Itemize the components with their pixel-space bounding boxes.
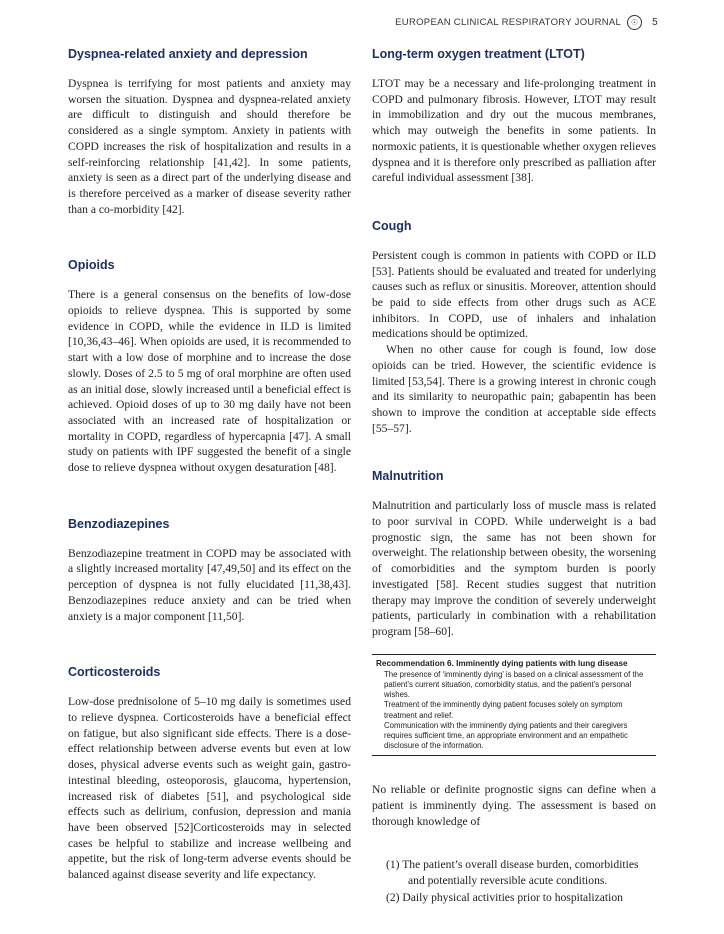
section-benzodiazepines [68, 516, 351, 625]
section-paragraph: LTOT may be a necessary and life-prolonging treatment in COPD and pulmonary fibrosis. However, LTOT may result in immobilization and dry out the mucous membranes, which may outweigh the benefits in some patients. In normoxic patients, it is questionable whether oxygen relieves dyspnea and it is therefore only prescribed as palliation after careful individual assessment [38]. [372, 77, 656, 185]
list-item: (2) Daily physical activities prior to hospitalization [386, 890, 623, 904]
list-item: (1) The patient’s overall disease burden, comorbidities and potentially reversible acute conditions. [386, 858, 639, 888]
section-heading: Corticosteroids [68, 665, 161, 680]
section-heading: Opioids [68, 258, 115, 273]
section-paragraph: Benzodiazepine treatment in COPD may be associated with a slightly increased mortality [47,49,50] and its effect on the perception of dyspnea is not fully elucidated [11,38,43]. Benzodiazepines reduce anxiety and can be tried when anxiety is a major component [11,50]. [68, 546, 351, 623]
section-paragraph: Persistent cough is common in patients with COPD or ILD [53]. Patients should be evaluated and treated for underlying causes such as reflux or sinusitis. Moreover, attention should be paid to side effects from other drugs such as ACE inhibitors. In COPD, use of inhalers and inhalation medications should be optimized. [372, 248, 656, 341]
recommendation-title: Recommendation 6. Imminently dying patients with lung disease [376, 658, 628, 668]
section-paragraph: There is a general consensus on the benefits of low-dose opioids to relieve dyspnea. This is supported by some evidence in COPD, while the evidence in ILD is limited [10,36,43–46]. When opioids are used, it is recommended to start with a low dose of morphine and to increase the dose slowly. Doses of 2.5 to 5 mg of oral morphine are often used as an initial dose, slowly increased until a beneficial effect is achieved. Opioid doses of up to 30 mg daily have not been associated with an increased rate of hospitalization or mortality in COPD, regardless of hypercapnia [47]. A small study on patients with IPF suggested the benefit of a single dose to relieve dyspnea without oxygen desaturation [48]. [68, 288, 351, 475]
section-ltot [372, 46, 656, 186]
recommendation-line: Communication with the imminently dying patients and their caregivers requires sufficient time, an appropriate environment and an empathetic disclosure of the information. [384, 720, 628, 751]
section-anxiety [68, 46, 351, 217]
section-malnutrition [372, 468, 656, 639]
journal-name: EUROPEAN CLINICAL RESPIRATORY JOURNAL [395, 17, 622, 28]
recommendation-box [372, 654, 656, 757]
section-heading: Cough [372, 218, 412, 233]
section-opioids [68, 257, 351, 475]
closing-paragraph: No reliable or definite prognostic signs can define when a patient is imminently dying. The assessment is based on thorough knowledge of [372, 783, 656, 828]
section-paragraph: Low-dose prednisolone of 5–10 mg daily is sometimes used to relieve dyspnea. Corticosteroids have a beneficial effect on fatigue, but also significant side effects. There is a dose-effect relationship between adverse events but even at low doses, physical adverse events such as weight gain, gastro-intestinal bleeding, osteoporosis, glaucoma, hypertension, increased risk of diabetes [51], and psychological side effects such as delirium, confusion, depression and mania have been observed [52]Corticosteroids may in selected cases be helpful to stabilize and increase wellbeing and appetite, but the risk of long-term adverse events should be balanced against disease severity and life expectancy. [68, 695, 351, 882]
journal-logo-icon: ☉ [627, 15, 642, 30]
section-cough [372, 218, 656, 436]
right-column [372, 46, 656, 907]
assessment-list [372, 857, 656, 905]
page-number: 5 [652, 17, 658, 28]
section-corticosteroids [68, 664, 351, 882]
recommendation-line: The presence of ‘imminently dying’ is based on a clinical assessment of the patient’s current situation, comorbidity status, and the patient’s personal wishes. [384, 669, 644, 700]
section-paragraph: Malnutrition and particularly loss of muscle mass is related to poor survival in COPD. While underweight is a bad prognostic sign, the same has not been shown for overweight. The relationship between obesity, the worsening of comorbidities and the symptom burden is poorly investigated [58]. Recent studies suggest that nutrition therapy may improve the condition of severely underweight patients, particularly in combination with a rehabilitation program [58–60]. [372, 499, 656, 638]
section-heading: Dyspnea-related anxiety and depression [68, 47, 308, 61]
section-heading: Benzodiazepines [68, 516, 170, 531]
section-heading: Long-term oxygen treatment (LTOT) [372, 47, 585, 61]
section-paragraph: Dyspnea is terrifying for most patients and anxiety may worsen the situation. Dyspnea and dyspnea-related anxiety are difficult to distinguish and should therefore be considered as a single symptom. Anxiety in patients with COPD increases the risk of hospitalization and results in a self-reinforcing relationship [41,42]. In some patients, anxiety is seen as a direct part of the underlying disease and is therefore perceived as a marker of disease severity rather than a co-morbidity [42]. [68, 77, 351, 216]
left-column [68, 46, 351, 923]
recommendation-line: Treatment of the imminently dying patient focuses solely on symptom treatment and relief. [384, 700, 623, 720]
section-paragraph: When no other cause for cough is found, low dose opioids can be tried. However, the scientific evidence is limited [53,54]. There is a growing interest in chronic cough and its similarity to neuropathic pain; gabapentin has been shown to improve the condition at acceptable side effects [55–57]. [372, 343, 656, 435]
section-heading: Malnutrition [372, 469, 444, 484]
running-header [395, 15, 658, 30]
